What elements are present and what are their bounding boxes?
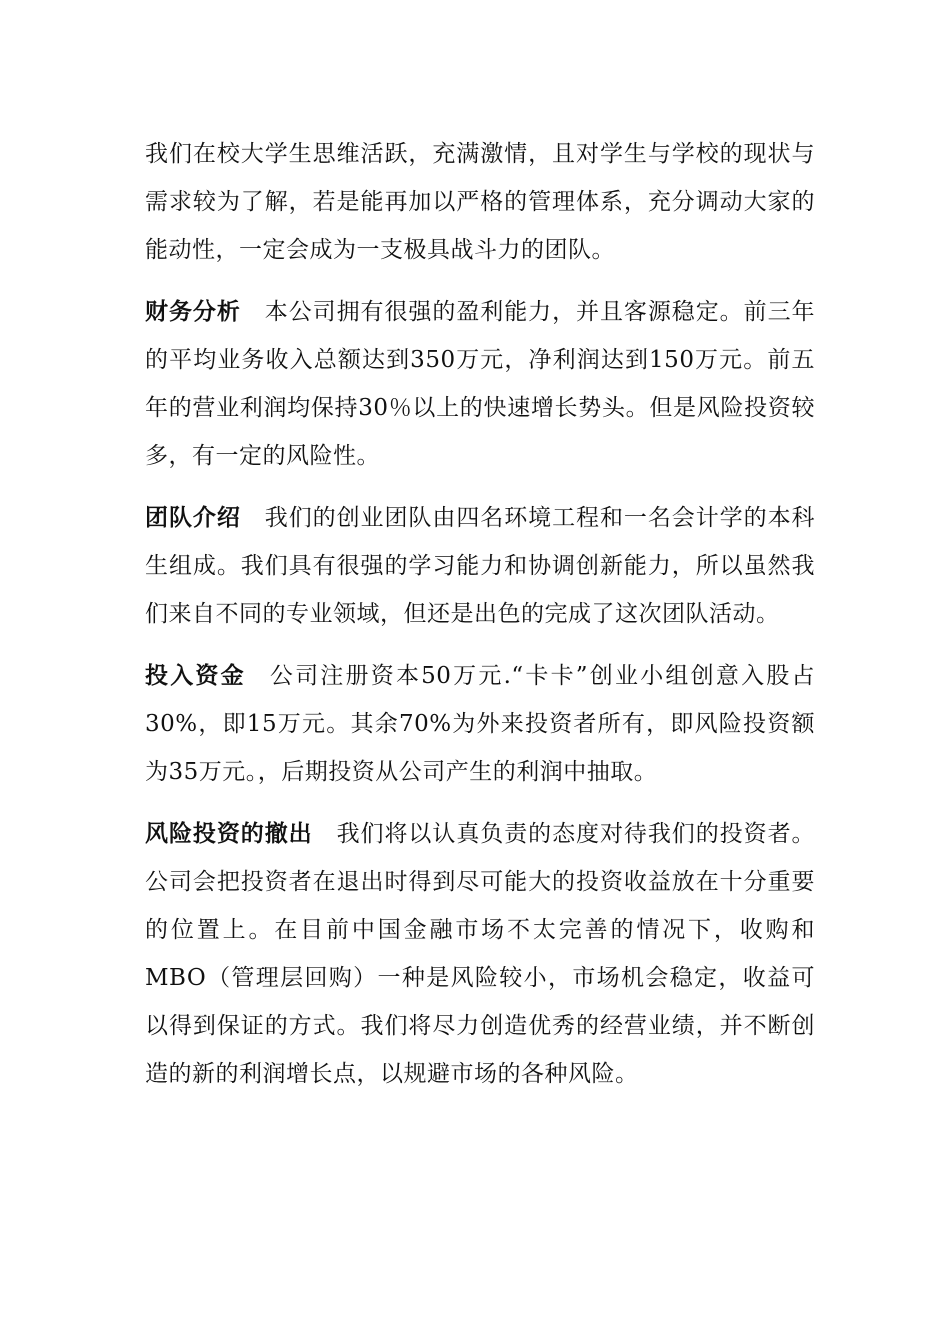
intro-paragraph: 我们在校大学生思维活跃，充满激情，且对学生与学校的现状与需求较为了解，若是能再加以严格的管理体系，充分调动大家的能动性，一定会成为一支极具战斗力的团队。 — [145, 141, 815, 263]
section-financial-analysis — [145, 288, 815, 480]
section-body: 公司注册资本50万元.“卡卡”创业小组创意入股占30%，即15万元。其余70%为外来投资者所有，即风险投资额为35万元。，后期投资从公司产生的利润中抽取。 — [145, 663, 815, 785]
section-body: 我们的创业团队由四名环境工程和一名会计学的本科生组成。我们具有很强的学习能力和协调创新能力，所以虽然我们来自不同的专业领域，但还是出色的完成了这次团队活动。 — [145, 505, 816, 627]
section-heading: 团队介绍 — [145, 505, 241, 531]
section-team-introduction — [145, 494, 815, 638]
section-body: 我们将以认真负责的态度对待我们的投资者。公司会把投资者在退出时得到尽可能大的投资收益放在十分重要的位置上。在目前中国金融市场不太完善的情况下，收购和MBO（管理层回购）一种是风险较小，市场机会稳定，收益可以得到保证的方式。我们将尽力创造优秀的经营业绩，并不断创造的新的利润增长点，以规避市场的各种风险。 — [145, 821, 816, 1087]
section-heading: 投入资金 — [145, 663, 246, 689]
section-venture-exit — [145, 810, 815, 1098]
section-heading: 风险投资的撤出 — [145, 821, 313, 847]
section-heading: 财务分析 — [145, 299, 241, 325]
document-page — [145, 130, 815, 1112]
section-invested-capital — [145, 652, 815, 796]
section-body: 本公司拥有很强的盈利能力，并且客源稳定。前三年的平均业务收入总额达到350万元，净利润达到150万元。前五年的营业利润均保持30％以上的快速增长势头。但是风险投资较多，有一定的风险性。 — [145, 299, 816, 469]
